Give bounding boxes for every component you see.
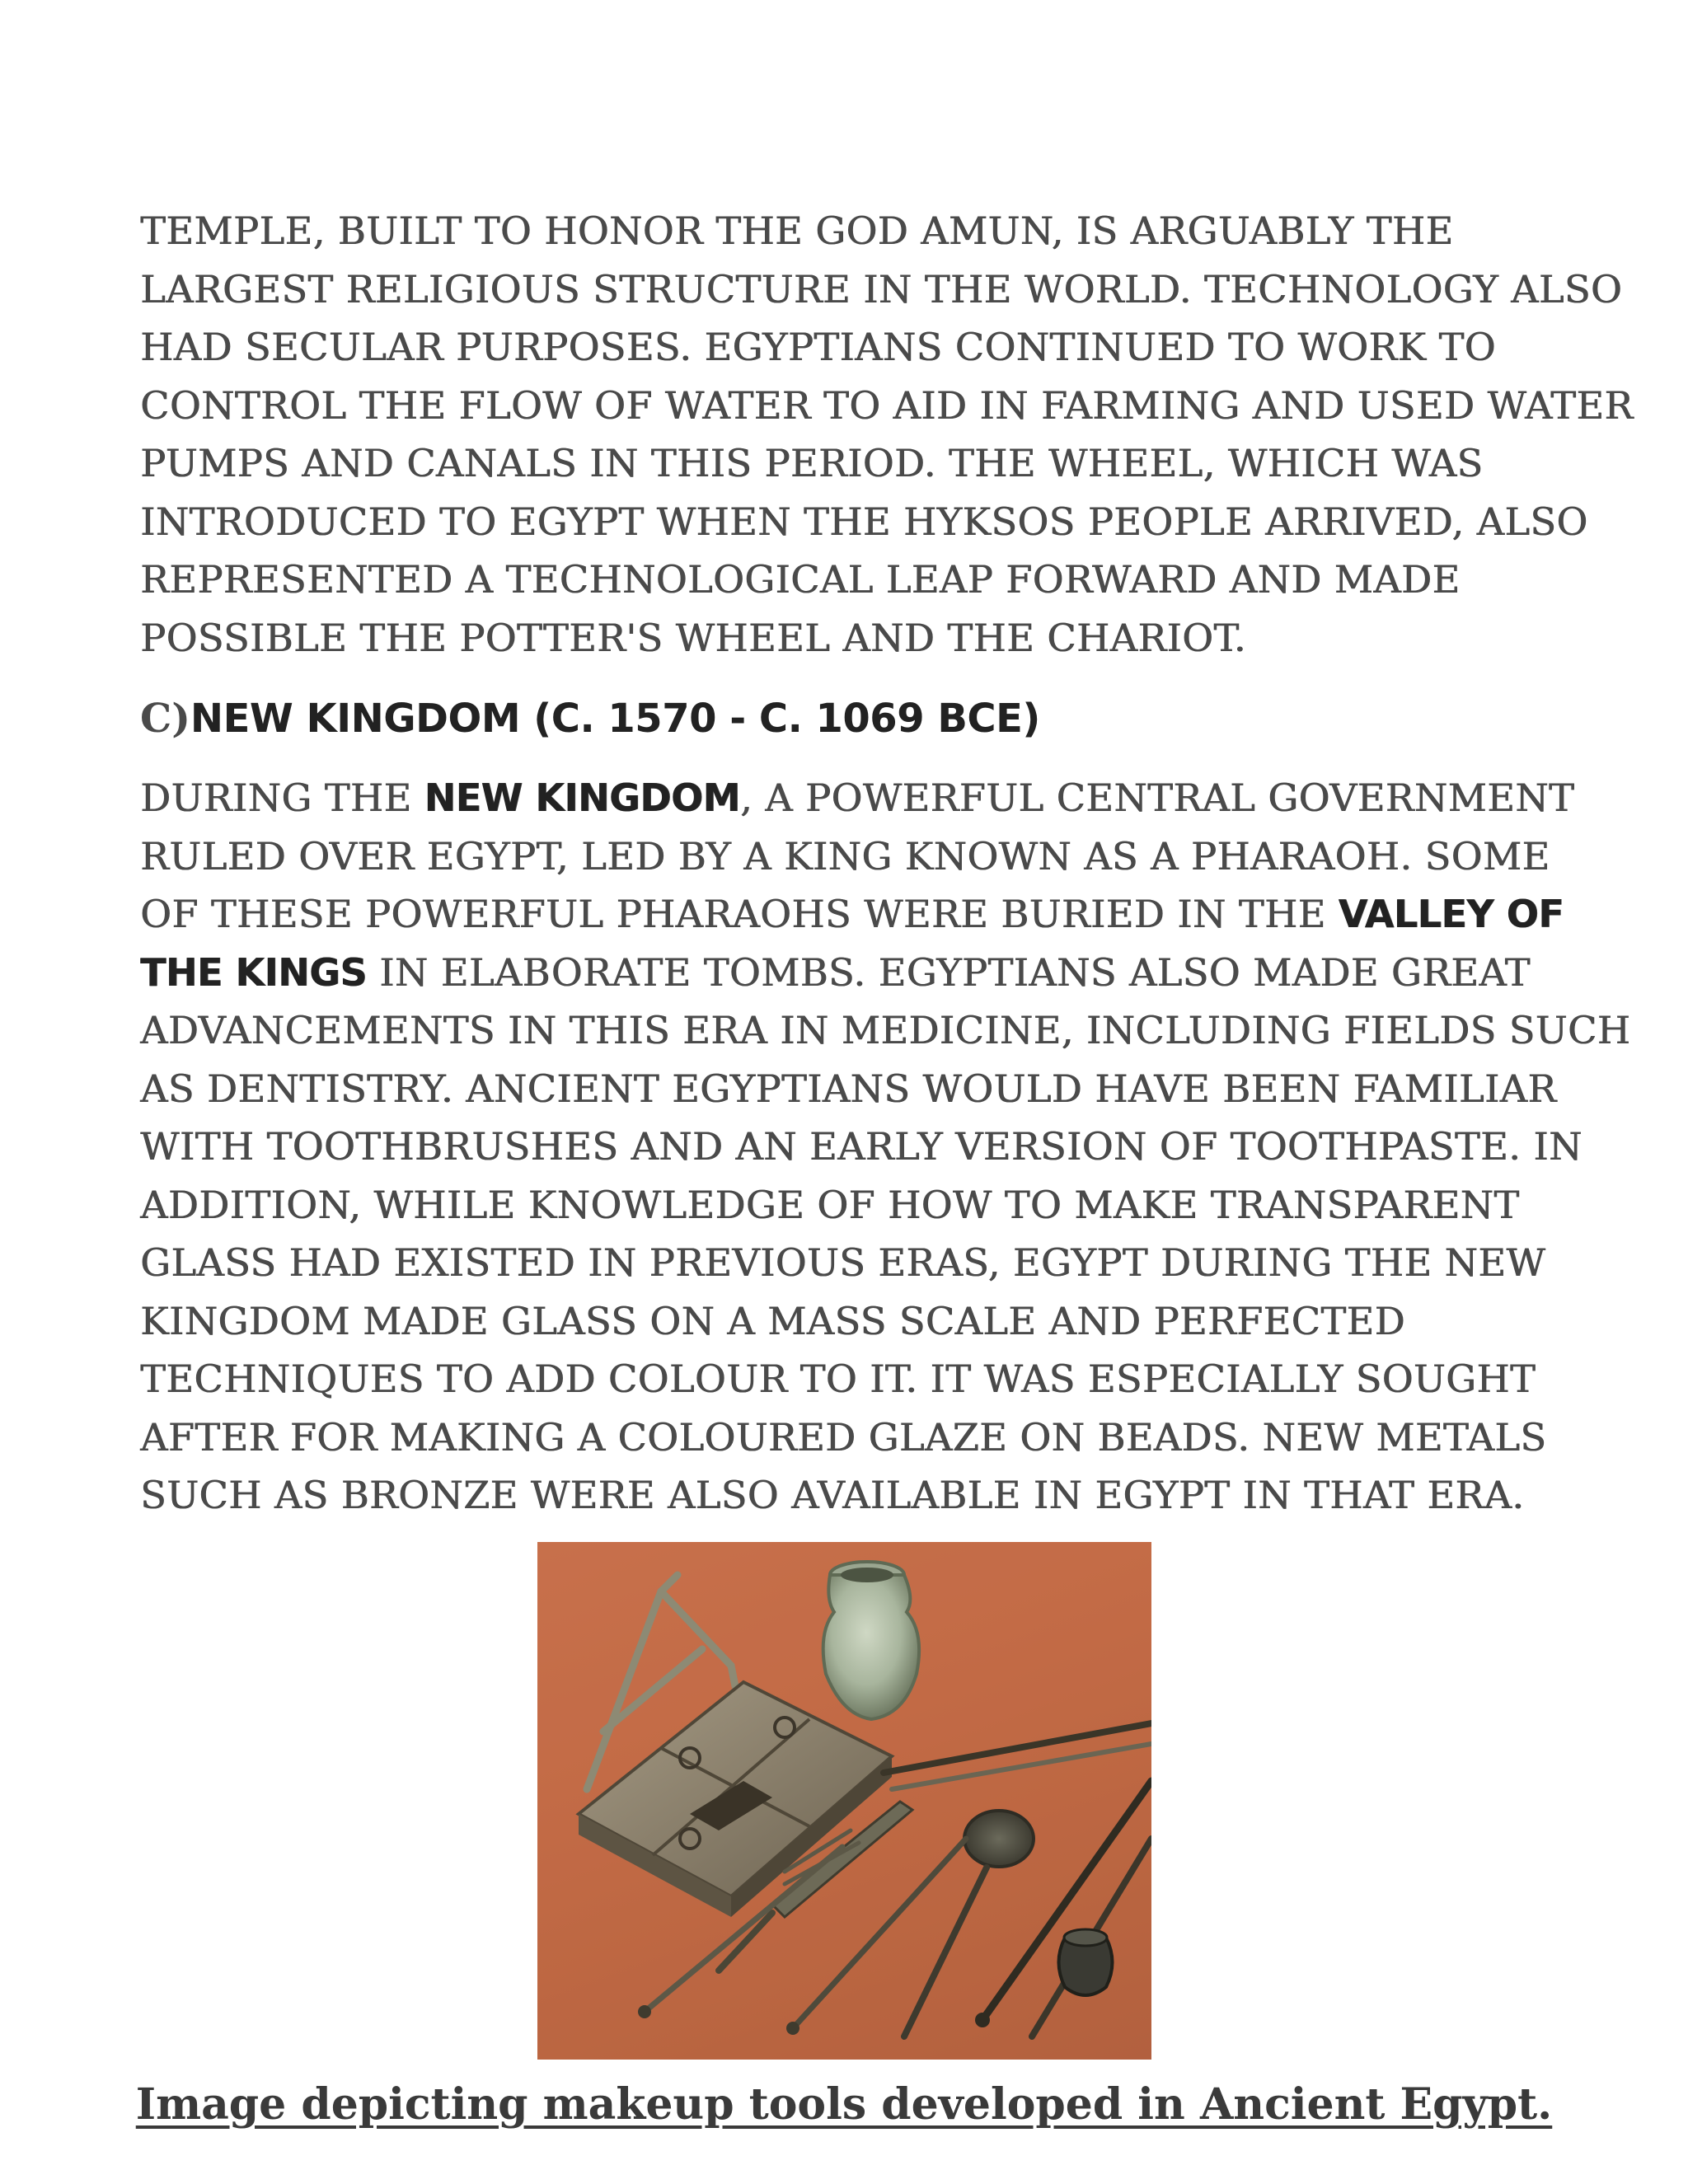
paragraph-line: KINGDOM MADE GLASS ON A MASS SCALE AND PERFECTED: [140, 1298, 1405, 1343]
ointment-jar-icon: [823, 1562, 919, 1719]
paragraph-line: REPRESENTED A TECHNOLOGICAL LEAP FORWARD AND MADE: [140, 557, 1461, 602]
makeup-tools-illustration: [537, 1542, 1151, 2060]
paragraph-line: ADVANCEMENTS IN THIS ERA IN MEDICINE, INCLUDING FIELDS SUCH: [140, 1008, 1631, 1052]
paragraph-text: DURING THE: [140, 776, 424, 820]
small-pot-icon: [1059, 1929, 1113, 1995]
paragraph-line: AFTER FOR MAKING A COLOURED GLAZE ON BEADS. NEW METALS: [140, 1414, 1547, 1460]
paragraph-line: AS DENTISTRY. ANCIENT EGYPTIANS WOULD HAVE BEEN FAMILIAR: [140, 1066, 1557, 1111]
bold-term-new-kingdom: NEW KINGDOM: [424, 776, 740, 820]
paragraph-technology: [140, 202, 1634, 667]
paragraph-line: HAD SECULAR PURPOSES. EGYPTIANS CONTINUED TO WORK TO: [140, 325, 1496, 369]
paragraph-line: ADDITION, WHILE KNOWLEDGE OF HOW TO MAKE TRANSPARENT: [140, 1182, 1520, 1227]
paragraph-new-kingdom: [140, 769, 1631, 1525]
bold-term-valley-of-the-kings: VALLEY OF: [1338, 892, 1564, 936]
paragraph-line: [140, 885, 1564, 944]
bold-term-valley-of-the-kings: THE KINGS: [140, 949, 367, 995]
paragraph-line: RULED OVER EGYPT, LED BY A KING KNOWN AS A PHARAOH. SOME: [140, 833, 1550, 879]
paragraph-line: TECHNIQUES TO ADD COLOUR TO IT. IT WAS ESPECIALLY SOUGHT: [140, 1357, 1536, 1401]
paragraph-line: [140, 769, 1575, 827]
paragraph-text: OF THESE POWERFUL PHARAOHS WERE BURIED IN THE: [140, 892, 1339, 936]
paragraph-text: , A POWERFUL CENTRAL GOVERNMENT: [739, 776, 1575, 820]
paragraph-text: IN ELABORATE TOMBS. EGYPTIANS ALSO MADE GREAT: [366, 949, 1531, 995]
paragraph-line: PUMPS AND CANALS IN THIS PERIOD. THE WHEEL, WHICH WAS: [140, 441, 1484, 485]
paragraph-line: SUCH AS BRONZE WERE ALSO AVAILABLE IN EGYPT IN THAT ERA.: [140, 1473, 1525, 1517]
paragraph-line: LARGEST RELIGIOUS STRUCTURE IN THE WORLD. TECHNOLOGY ALSO: [140, 266, 1622, 312]
makeup-tools-photo: [537, 1542, 1151, 2060]
paragraph-line: INTRODUCED TO EGYPT WHEN THE HYKSOS PEOPLE ARRIVED, ALSO: [140, 499, 1588, 544]
section-heading-prefix: C): [140, 696, 190, 742]
paragraph-line: WITH TOOTHBRUSHES AND AN EARLY VERSION OF TOOTHPASTE. IN: [140, 1124, 1582, 1169]
paragraph-line: POSSIBLE THE POTTER'S WHEEL AND THE CHARIOT.: [140, 615, 1246, 660]
paragraph-line: GLASS HAD EXISTED IN PREVIOUS ERAS, EGYPT DURING THE NEW: [140, 1240, 1546, 1285]
paragraph-line: [140, 944, 1541, 1002]
paragraph-line: CONTROL THE FLOW OF WATER TO AID IN FARMING AND USED WATER: [140, 382, 1634, 428]
paragraph-line: TEMPLE, BUILT TO HONOR THE GOD AMUN, IS ARGUABLY THE: [140, 209, 1454, 253]
section-heading-title: NEW KINGDOM (C. 1570 - C. 1069 BCE): [190, 696, 1040, 742]
section-heading-new-kingdom: [140, 694, 1541, 743]
figure-caption: Image depicting makeup tools developed in Ancient Egypt.: [135, 2079, 1553, 2130]
